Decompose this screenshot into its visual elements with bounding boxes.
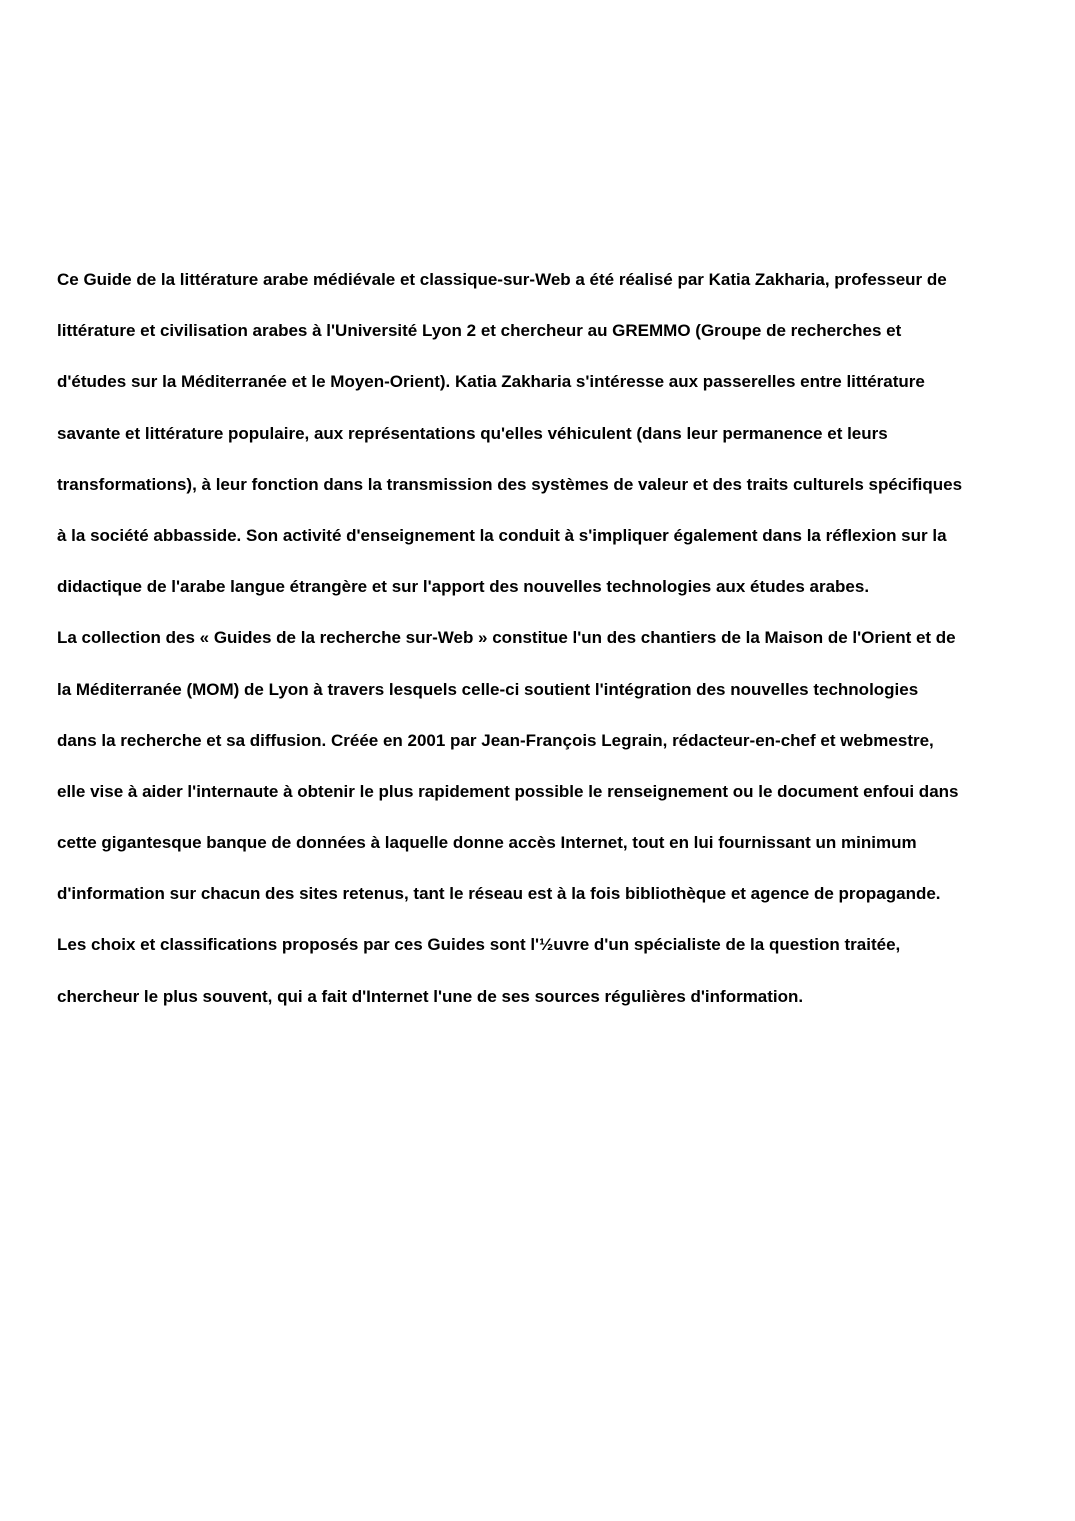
text-line: Ce Guide de la littérature arabe médiévale et classique-sur-Web a été réalisé par Katia Zakharia, professeur de	[57, 270, 947, 289]
text-line: elle vise à aider l'internaute à obtenir le plus rapidement possible le renseignement ou le document enfoui dans	[57, 781, 959, 801]
text-line: Les choix et classifications proposés par ces Guides sont l'½uvre d'un spécialiste de la question traitée,	[57, 935, 901, 955]
text-line: à la société abbasside. Son activité d'enseignement la conduit à s'impliquer également dans la réflexion sur la	[57, 525, 947, 545]
text-line: chercheur le plus souvent, qui a fait d'Internet l'une de ses sources régulières d'information.	[57, 986, 804, 1006]
text-line: la Méditerranée (MOM) de Lyon à travers lesquels celle-ci soutient l'intégration des nouvelles technologies	[57, 679, 919, 699]
text-line: La collection des « Guides de la recherche sur-Web » constitue l'un des chantiers de la Maison de l'Orient et de	[57, 628, 956, 648]
text-line: transformations), à leur fonction dans la transmission des systèmes de valeur et des traits culturels spécifiques	[57, 474, 963, 494]
text-line: didactique de l'arabe langue étrangère et sur l'apport des nouvelles technologies aux études arabes.	[57, 577, 870, 597]
text-line: d'information sur chacun des sites retenus, tant le réseau est à la fois bibliothèque et agence de propagande.	[57, 884, 941, 904]
text-line: cette gigantesque banque de données à laquelle donne accès Internet, tout en lui fournissant un minimum	[57, 833, 917, 853]
text-line: dans la recherche et sa diffusion. Créée en 2001 par Jean-François Legrain, rédacteur-en-chef et webmestre,	[57, 730, 934, 750]
text-line: d'études sur la Méditerranée et le Moyen-Orient). Katia Zakharia s'intéresse aux passerelles entre littérature	[57, 372, 925, 392]
body-text	[57, 254, 1025, 1022]
text-line: littérature et civilisation arabes à l'Université Lyon 2 et chercheur au GREMMO (Groupe de recherches et	[57, 321, 902, 341]
text-line: savante et littérature populaire, aux représentations qu'elles véhiculent (dans leur permanence et leurs	[57, 423, 888, 443]
